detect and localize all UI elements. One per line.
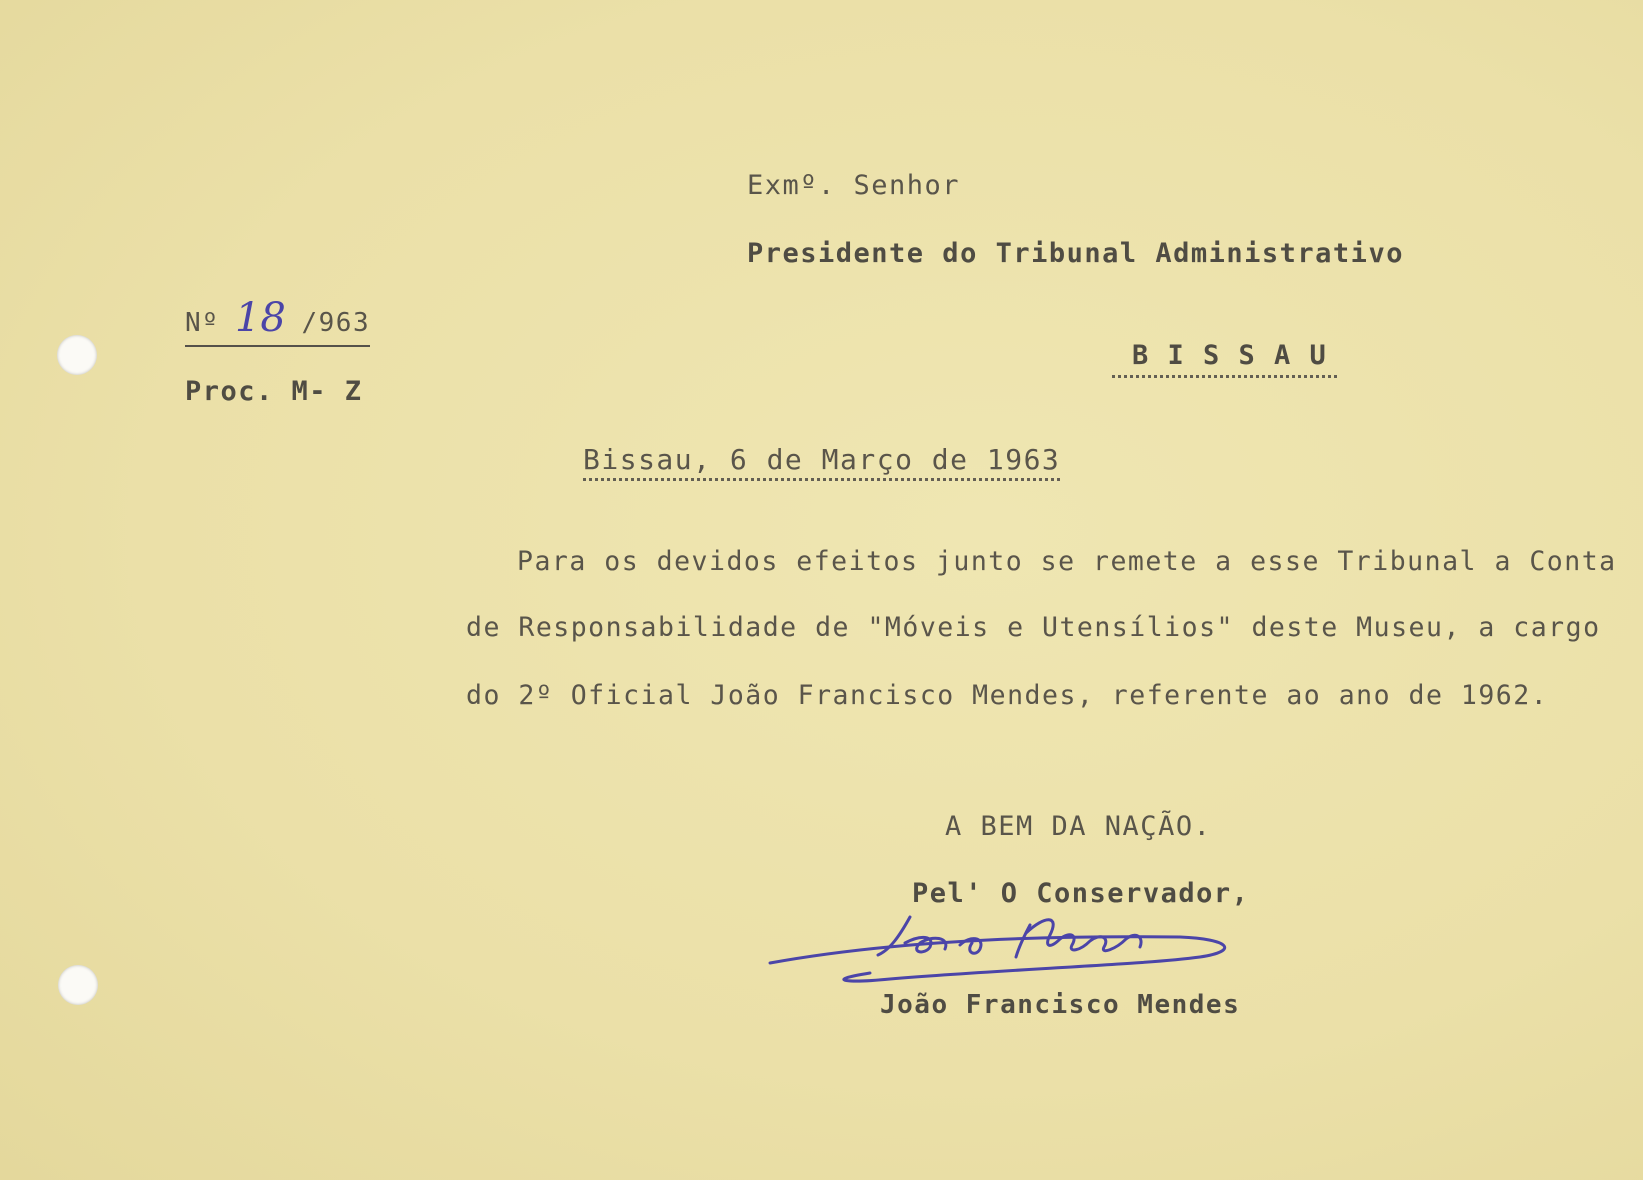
- signatory-role: Pel' O Conservador,: [912, 878, 1250, 909]
- reference-handwritten-number: 18: [234, 295, 286, 341]
- body-line-1: Para os devidos efeitos junto se remete a esse Tribunal a Conta: [517, 546, 1617, 577]
- process-reference: Proc. M- Z: [185, 376, 363, 407]
- date-line: Bissau, 6 de Março de 1963: [583, 443, 1060, 481]
- closing: A BEM DA NAÇÃO.: [945, 811, 1212, 842]
- recipient: Presidente do Tribunal Administrativo: [747, 238, 1404, 269]
- handwritten-signature: [760, 895, 1280, 1005]
- location: B I S S A U: [1112, 340, 1337, 378]
- signatory-name: João Francisco Mendes: [880, 990, 1241, 1020]
- reference-year: /963: [301, 308, 371, 338]
- reference-prefix: Nº: [185, 308, 220, 338]
- salutation: Exmº. Senhor: [747, 170, 961, 201]
- punch-hole-bottom: [58, 965, 98, 1005]
- reference-number: [185, 295, 370, 347]
- body-line-2: de Responsabilidade de "Móveis e Utensílios" deste Museu, a cargo: [466, 612, 1601, 643]
- body-line-3: do 2º Oficial João Francisco Mendes, referente ao ano de 1962.: [466, 680, 1549, 711]
- punch-hole-top: [57, 335, 97, 375]
